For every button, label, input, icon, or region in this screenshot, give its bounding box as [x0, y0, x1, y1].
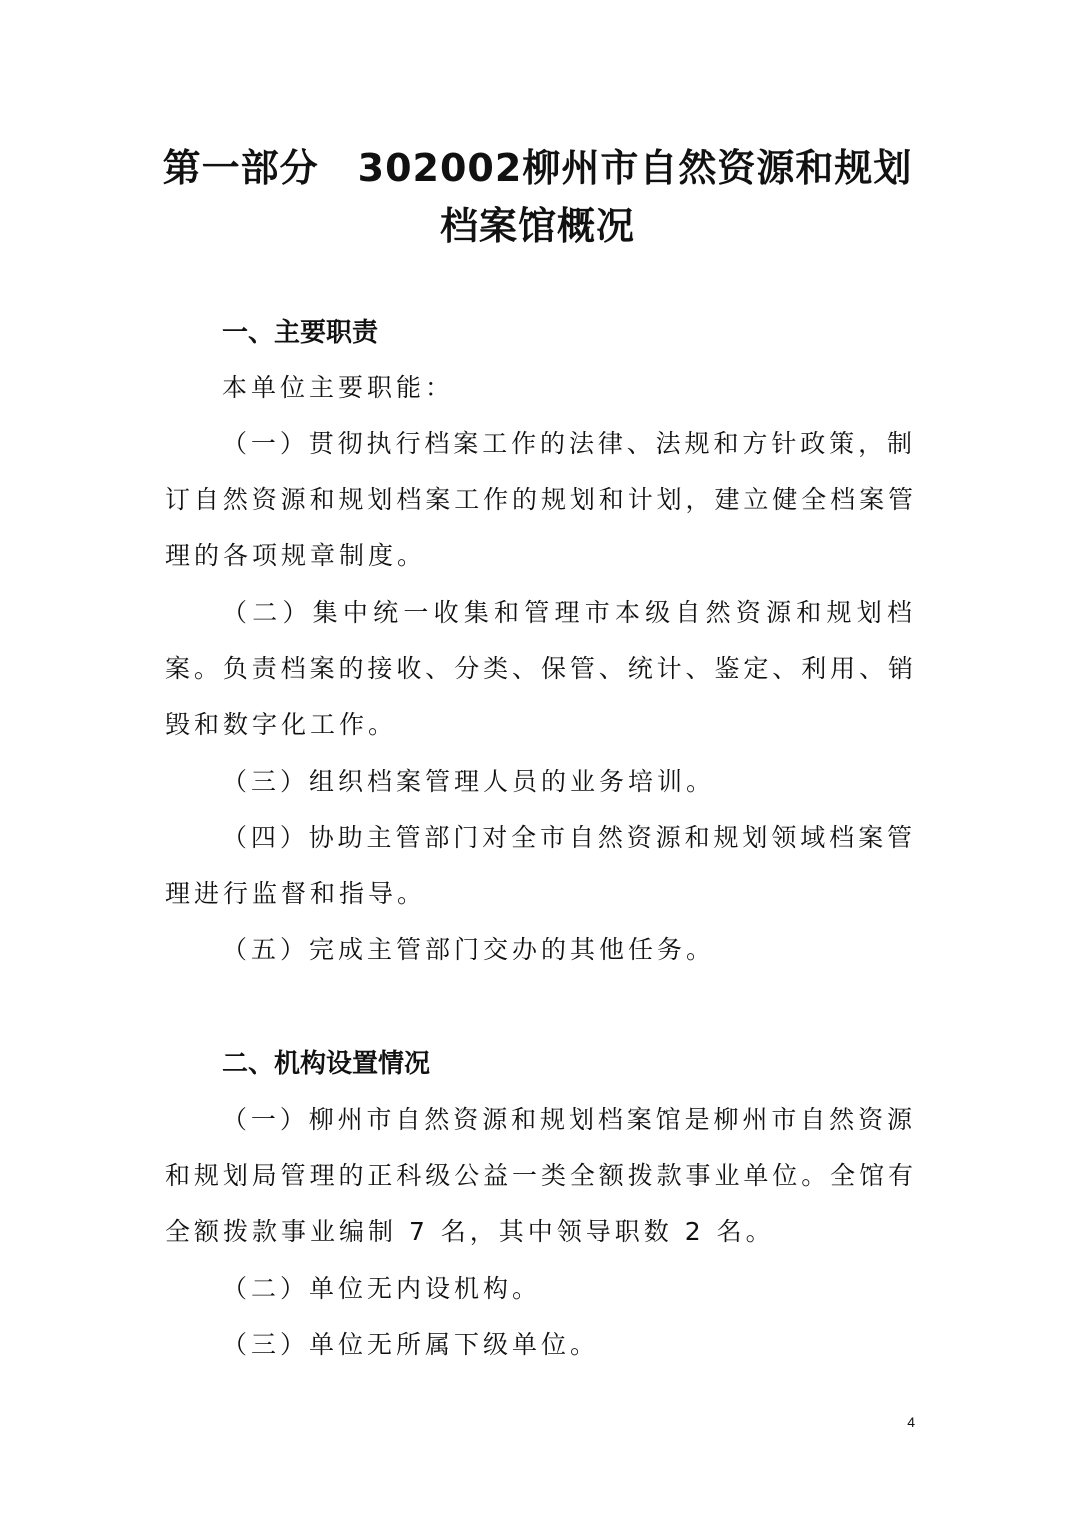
org-3-line1: （三）单位无所属下级单位。: [222, 1330, 600, 1359]
org-1-line3: 全额拨款事业编制 7 名，其中领导职数 2 名。: [165, 1217, 775, 1246]
section-heading-organization: 二、机构设置情况: [222, 1049, 431, 1079]
duty-3-line1: （三）组织档案管理人员的业务培训。: [222, 767, 716, 796]
duty-2-line3: 毁和数字化工作。: [165, 710, 398, 739]
page-title-line1: 第一部分 302002柳州市自然资源和规划: [162, 146, 913, 190]
duty-2-line1: （二）集中统一收集和管理市本级自然资源和规划档: [222, 598, 912, 627]
org-1-line1: （一）柳州市自然资源和规划档案馆是柳州市自然资源: [222, 1105, 912, 1134]
duty-2-line2: 案。负责档案的接收、分类、保管、统计、鉴定、利用、销: [165, 654, 913, 683]
duty-4-line1: （四）协助主管部门对全市自然资源和规划领域档案管: [222, 823, 912, 852]
org-1-line2: 和规划局管理的正科级公益一类全额拨款事业单位。全馆有: [165, 1161, 913, 1190]
duty-1-line3: 理的各项规章制度。: [165, 541, 427, 570]
duties-intro: 本单位主要职能：: [222, 373, 455, 402]
section-heading-duties: 一、主要职责: [222, 318, 379, 348]
duty-1-line1: （一）贯彻执行档案工作的法律、法规和方针政策，制: [222, 429, 912, 458]
duty-1-line2: 订自然资源和规划档案工作的规划和计划，建立健全档案管: [165, 485, 913, 514]
page-number: 4: [907, 1414, 915, 1430]
duty-4-line2: 理进行监督和指导。: [165, 879, 427, 908]
page-title-line2: 档案馆概况: [439, 204, 635, 248]
org-2-line1: （二）单位无内设机构。: [222, 1274, 542, 1303]
duty-5-line1: （五）完成主管部门交办的其他任务。: [222, 935, 716, 964]
